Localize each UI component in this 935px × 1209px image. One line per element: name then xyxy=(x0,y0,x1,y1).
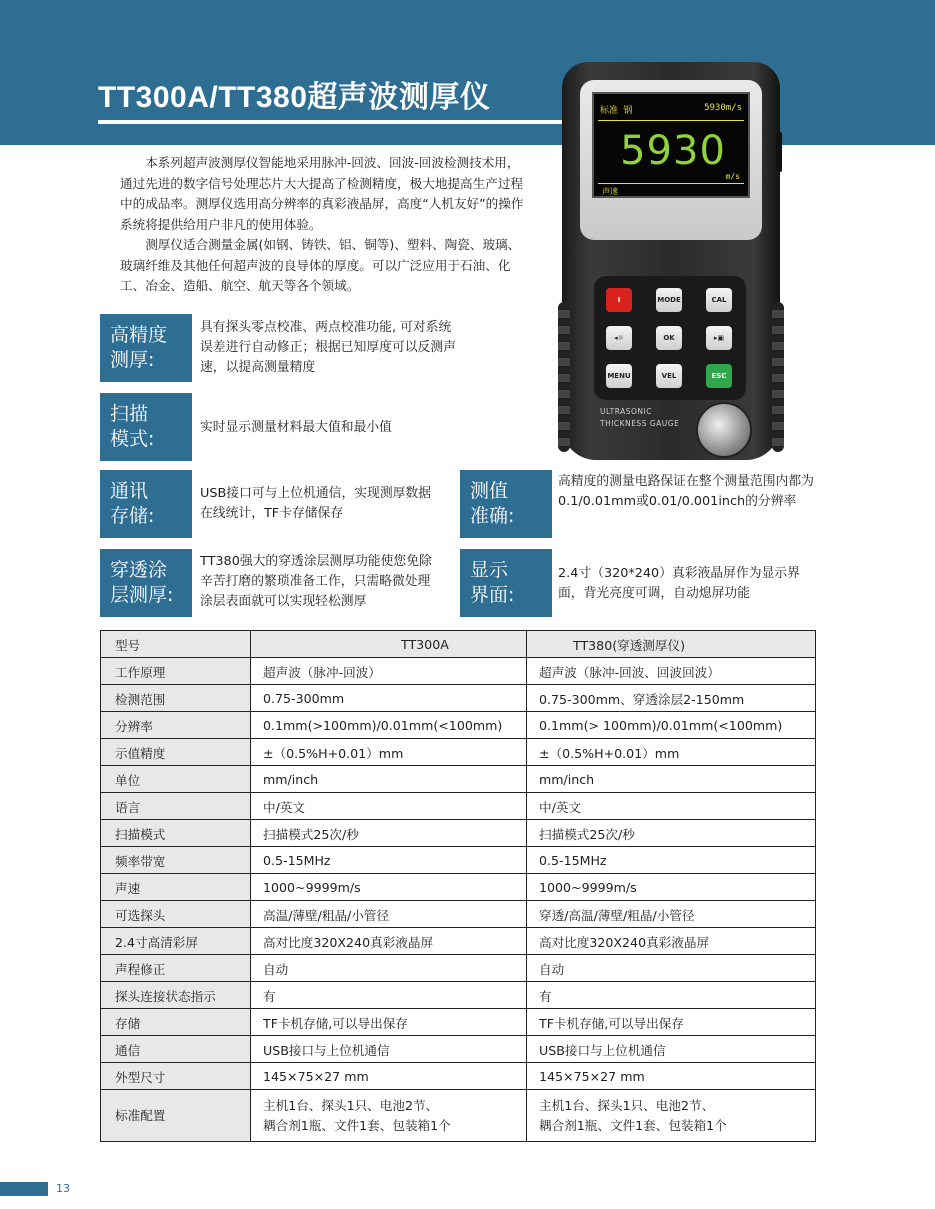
table-cell: 自动 xyxy=(527,955,816,982)
feature-text-precision: 具有探头零点校准、两点校准功能, 可对系统误差进行自动修正；根据已知厚度可以反测声速，以提高测量精度 xyxy=(200,320,456,375)
feature-label-scan-line2: 模式: xyxy=(110,428,155,450)
feature-label-accuracy xyxy=(460,470,552,538)
table-row-label: 示值精度 xyxy=(101,739,251,766)
feature-label-coating xyxy=(100,549,192,617)
table-cell: 高对比度320X240真彩液晶屏 xyxy=(251,928,527,955)
table-row xyxy=(101,901,816,928)
intro-paragraph-2: 测厚仪适合测量金属(如钢、铸铁、铝、铜等)、塑料、陶瓷、玻璃、玻璃纤维及其他任何超声波的良导体的厚度。可以广泛应用于石油、化工、冶金、造船、航空、航天等各个领域。 xyxy=(120,237,521,293)
table-row-label: 声速 xyxy=(101,874,251,901)
brand-line-2: THICKNESS GAUGE xyxy=(600,419,680,428)
table-cell: 中/英文 xyxy=(527,793,816,820)
table-cell: 0.5-15MHz xyxy=(251,847,527,874)
screen-divider-top xyxy=(598,120,744,121)
device-keypad xyxy=(594,276,746,400)
table-cell: 超声波（脉冲-回波、回波回波） xyxy=(527,658,816,685)
table-row-label: 检测范围 xyxy=(101,685,251,712)
feature-label-precision-line1: 高精度 xyxy=(110,324,168,346)
screen-unit: m/s xyxy=(725,172,740,181)
screen-status-bar xyxy=(598,100,744,118)
table-row xyxy=(101,928,816,955)
table-row-label: 可选探头 xyxy=(101,901,251,928)
feature-label-accuracy-line1: 测值 xyxy=(470,480,509,502)
feature-text-coating: TT380强大的穿透涂层测厚功能使您免除辛苦打磨的繁琐准备工作，只需略微处理涂层表面就可以实现轻松测厚 xyxy=(200,554,432,609)
feature-label-accuracy-line2: 准确: xyxy=(470,505,515,527)
table-row xyxy=(101,1009,816,1036)
table-cell: 0.5-15MHz xyxy=(527,847,816,874)
table-header-row xyxy=(101,631,816,658)
table-cell: 中/英文 xyxy=(251,793,527,820)
table-row-label: 语言 xyxy=(101,793,251,820)
table-row-label: 外型尺寸 xyxy=(101,1063,251,1090)
table-row xyxy=(101,1090,816,1142)
table-row-label: 通信 xyxy=(101,1036,251,1063)
table-cell-line: 耦合剂1瓶、文件1套、包装箱1个 xyxy=(263,1117,451,1133)
feature-label-scan-line1: 扫描 xyxy=(110,403,149,425)
screen-reading: 5930 xyxy=(620,128,726,174)
screen-speed: 5930m/s xyxy=(704,103,742,113)
table-cell: 有 xyxy=(251,982,527,1009)
table-row xyxy=(101,766,816,793)
table-cell: 有 xyxy=(527,982,816,1009)
table-row xyxy=(101,820,816,847)
device-screen-bezel xyxy=(580,80,762,240)
table-cell: ±（0.5%H+0.01）mm xyxy=(251,739,527,766)
table-cell: 扫描模式25次/秒 xyxy=(527,820,816,847)
table-cell: USB接口与上位机通信 xyxy=(251,1036,527,1063)
ok-key: OK xyxy=(656,326,682,350)
table-cell: 高温/薄壁/粗晶/小管径 xyxy=(251,901,527,928)
table-row-label: 扫描模式 xyxy=(101,820,251,847)
device-screen xyxy=(592,92,750,198)
table-row-label: 声程修正 xyxy=(101,955,251,982)
table-row xyxy=(101,1063,816,1090)
feature-text-accuracy: 高精度的测量电路保证在整个测量范围内都为0.1/0.01mm或0.01/0.001inch的分辨率 xyxy=(558,474,814,509)
feature-label-comm xyxy=(100,470,192,538)
table-header-cell: TT300A xyxy=(251,631,527,658)
screen-material: 标准 钢 xyxy=(600,106,633,116)
device-probe-connector xyxy=(696,402,752,458)
table-cell: mm/inch xyxy=(251,766,527,793)
device-brand-text xyxy=(600,406,679,430)
feature-label-scan xyxy=(100,393,192,461)
mode-key: MODE xyxy=(656,288,682,312)
table-cell xyxy=(251,1090,527,1142)
table-cell: 0.1mm(>100mm)/0.01mm(<100mm) xyxy=(251,712,527,739)
table-row-label: 存储 xyxy=(101,1009,251,1036)
feature-label-comm-line1: 通讯 xyxy=(110,480,149,502)
table-row xyxy=(101,955,816,982)
table-cell: 0.75-300mm、穿透涂层2-150mm xyxy=(527,685,816,712)
table-row-label: 2.4寸高清彩屏 xyxy=(101,928,251,955)
save-key: ▸▣ xyxy=(706,326,732,350)
table-cell: 1000~9999m/s xyxy=(527,874,816,901)
table-cell: 145×75×27 mm xyxy=(251,1063,527,1090)
vel-key: VEL xyxy=(656,364,682,388)
feature-label-display xyxy=(460,549,552,617)
table-cell: USB接口与上位机通信 xyxy=(527,1036,816,1063)
table-cell: 扫描模式25次/秒 xyxy=(251,820,527,847)
intro-paragraph-1: 本系列超声波测厚仪智能地采用脉冲-回波、回波-回波检测技术用，通过先进的数字信号处理芯片大大提高了检测精度，极大地提高生产过程中的成品率。测厚仪选用高分辨率的真彩液晶屏，高度“人机友好”的操作系统将提供给用户非凡的使用体验。 xyxy=(120,155,524,232)
table-row xyxy=(101,874,816,901)
feature-text-scan: 实时显示测量材料最大值和最小值 xyxy=(200,420,392,435)
table-cell-line: 主机1台、探头1只、电池2节、 xyxy=(263,1097,439,1113)
table-cell: 穿透/高温/薄壁/粗晶/小管径 xyxy=(527,901,816,928)
table-cell: 自动 xyxy=(251,955,527,982)
device-side-button xyxy=(776,132,782,172)
power-key: I xyxy=(606,288,632,312)
table-row xyxy=(101,1036,816,1063)
table-header-cell: TT380(穿透测厚仪) xyxy=(527,631,816,658)
backlight-key: ◂☼ xyxy=(606,326,632,350)
cal-key: CAL xyxy=(706,288,732,312)
feature-label-display-line2: 界面: xyxy=(470,584,515,606)
device-grip-right xyxy=(772,302,784,452)
feature-label-coating-line1: 穿透涂 xyxy=(110,559,168,581)
table-cell: 145×75×27 mm xyxy=(527,1063,816,1090)
table-row-label: 频率带宽 xyxy=(101,847,251,874)
feature-label-comm-line2: 存储: xyxy=(110,505,155,527)
feature-text-comm: USB接口可与上位机通信，实现测厚数据在线统计，TF卡存储保存 xyxy=(200,486,432,521)
table-row xyxy=(101,847,816,874)
table-cell: 0.75-300mm xyxy=(251,685,527,712)
table-row xyxy=(101,793,816,820)
table-row xyxy=(101,685,816,712)
table-cell: ±（0.5%H+0.01）mm xyxy=(527,739,816,766)
screen-mode-label: 声速 xyxy=(602,187,618,196)
table-cell: 0.1mm(> 100mm)/0.01mm(<100mm) xyxy=(527,712,816,739)
table-row xyxy=(101,712,816,739)
table-cell-line: 耦合剂1瓶、文件1套、包装箱1个 xyxy=(539,1117,727,1133)
table-cell: 1000~9999m/s xyxy=(251,874,527,901)
esc-key: ESC xyxy=(706,364,732,388)
table-row-label: 标准配置 xyxy=(101,1090,251,1142)
table-row-label: 探头连接状态指示 xyxy=(101,982,251,1009)
table-cell xyxy=(527,1090,816,1142)
table-cell: mm/inch xyxy=(527,766,816,793)
feature-label-coating-line2: 层测厚: xyxy=(110,584,174,606)
page-number: 13 xyxy=(56,1182,70,1195)
screen-divider-bottom xyxy=(598,183,744,184)
title-underline xyxy=(98,120,568,124)
intro-text xyxy=(120,153,525,297)
table-row xyxy=(101,739,816,766)
feature-label-precision-line2: 测厚: xyxy=(110,349,155,371)
device-grip-left xyxy=(558,302,570,452)
page-title: TT300A/TT380超声波测厚仪 xyxy=(98,81,491,114)
device-illustration xyxy=(562,62,780,460)
feature-text-display: 2.4寸（320*240）真彩液晶屏作为显示界面，背光亮度可调，自动熄屏功能 xyxy=(558,566,800,601)
table-cell: 高对比度320X240真彩液晶屏 xyxy=(527,928,816,955)
footer-bar xyxy=(0,1182,48,1196)
table-row xyxy=(101,658,816,685)
table-header-cell: 型号 xyxy=(101,631,251,658)
brand-line-1: ULTRASONIC xyxy=(600,407,652,416)
table-cell: TF卡机存储,可以导出保存 xyxy=(527,1009,816,1036)
feature-label-display-line1: 显示 xyxy=(470,559,509,581)
table-row xyxy=(101,982,816,1009)
table-row-label: 单位 xyxy=(101,766,251,793)
table-cell: TF卡机存储,可以导出保存 xyxy=(251,1009,527,1036)
table-cell: 超声波（脉冲-回波） xyxy=(251,658,527,685)
table-cell-line: 主机1台、探头1只、电池2节、 xyxy=(539,1097,715,1113)
menu-key: MENU xyxy=(606,364,632,388)
feature-label-precision xyxy=(100,314,192,382)
table-row-label: 分辨率 xyxy=(101,712,251,739)
table-row-label: 工作原理 xyxy=(101,658,251,685)
spec-table xyxy=(100,630,816,1142)
